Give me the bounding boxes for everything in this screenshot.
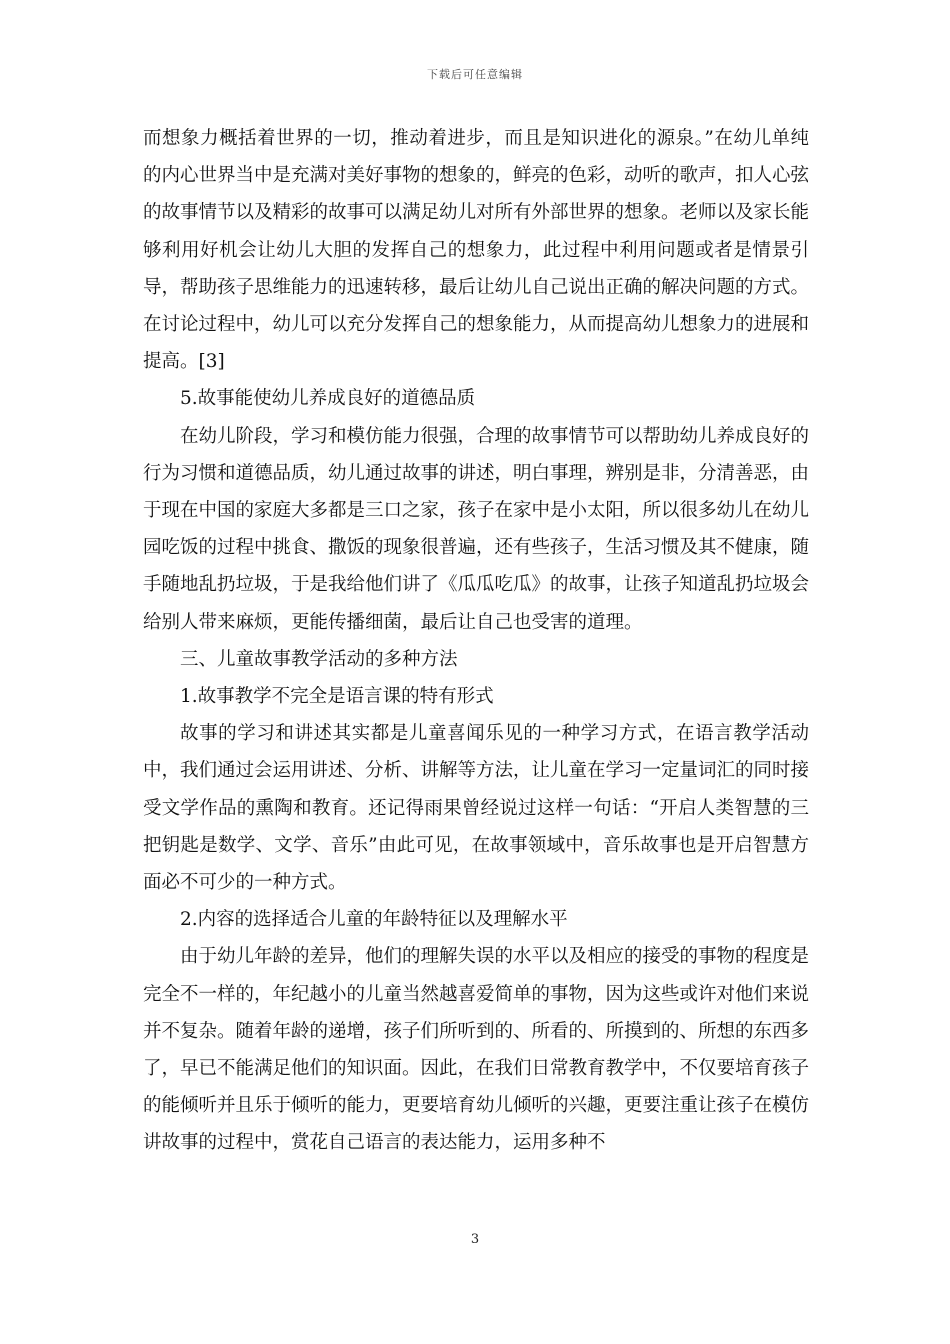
page-header: 下载后可任意编辑 <box>427 68 523 81</box>
paragraph-age-differences: 由于幼儿年龄的差异，他们的理解失误的水平以及相应的接受的事物的程度是完全不一样的，年纪越小的儿童当然越喜爱简单的事物，因为这些或许对他们来说并不复杂。随着年龄的递增，孩子们所听到的、所看的、所摸到的、所想的东西多了，早已不能满足他们的知识面。因此，在我们日常教育教学中，不仅要培育孩子的能倾听并且乐于倾听的能力，更要培育幼儿倾听的兴趣，更要注重让孩子在模仿讲故事的过程中，赏花自己语言的表达能力，运用多种不 <box>143 946 810 1154</box>
heading-not-only-language: 1.故事教学不完全是语言课的特有形式 <box>180 686 494 708</box>
paragraph-moral-quality: 在幼儿阶段，学习和模仿能力很强，合理的故事情节可以帮助幼儿养成良好的行为习惯和道德品质，幼儿通过故事的讲述，明白事理，辨别是非，分清善恶，由于现在中国的家庭大多都是三口之家，孩子在家中是小太阳，所以很多幼儿在幼儿园吃饭的过程中挑食、撒饭的现象很普遍，还有些孩子，生活习惯及其不健康，随手随地乱扔垃圾，于是我给他们讲了《瓜瓜吃瓜》的故事，让孩子知道乱扔垃圾会给别人带来麻烦，更能传播细菌，最后让自己也受害的道理。 <box>143 425 810 633</box>
heading-moral-quality: 5.故事能使幼儿养成良好的道德品质 <box>180 388 476 410</box>
paragraph-imagination: 而想象力概括着世界的一切，推动着进步，而且是知识进化的源泉。”在幼儿单纯的内心世界当中是充满对美好事物的想象的，鲜亮的色彩，动听的歌声，扣人心弦的故事情节以及精彩的故事可以满足幼儿对所有外部世界的想象。老师以及家长能够利用好机会让幼儿大胆的发挥自己的想象力，此过程中利用问题或者是情景引导，帮助孩子思维能力的迅速转移，最后让幼儿自己说出正确的解决问题的方式。在讨论过程中，幼儿可以充分发挥自己的想象能力，从而提高幼儿想象力的进展和提高。[3] <box>143 128 810 373</box>
section-heading-methods: 三、儿童故事教学活动的多种方法 <box>180 648 458 670</box>
heading-content-selection: 2.内容的选择适合儿童的年龄特征以及理解水平 <box>180 909 568 931</box>
paragraph-story-learning: 故事的学习和讲述其实都是儿童喜闻乐见的一种学习方式，在语言教学活动中，我们通过会运用讲述、分析、讲解等方法，让儿童在学习一定量词汇的同时接受文学作品的熏陶和教育。还记得雨果曾经说过这样一句话：“开启人类智慧的三把钥匙是数学、文学、音乐”由此可见，在故事领域中，音乐故事也是开启智慧方面必不可少的一种方式。 <box>143 723 810 894</box>
page-number: 3 <box>470 1232 480 1247</box>
document-body <box>143 120 809 1162</box>
